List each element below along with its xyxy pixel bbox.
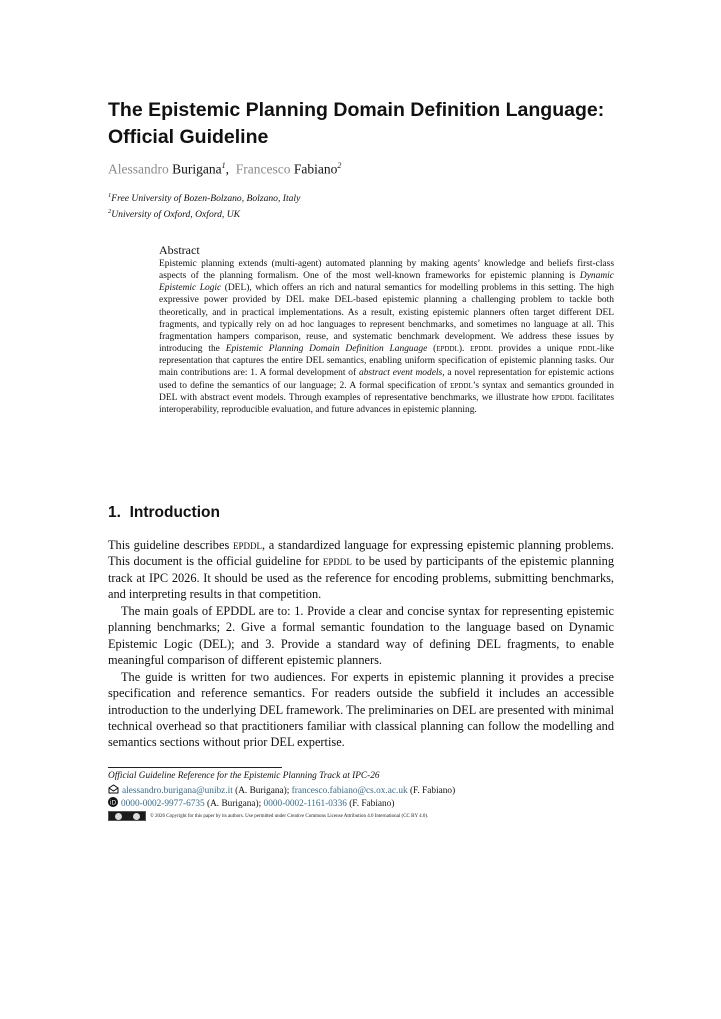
cc-by-license-badge [108,811,146,821]
section-title: Introduction [129,504,220,521]
author-1-first-name: Alessandro [108,161,169,177]
copyright-text: © 2026 Copyright for this paper by its authors. Use permitted under Creative Commons License Attribution 4.0 International (CC BY 4.0). [150,813,429,819]
affiliation-1-mark: 1 [108,192,112,199]
copyright-line [108,811,428,821]
orcid-icon [108,797,118,810]
title-line-1: The Epistemic Planning Domain Definition Language: [108,99,605,121]
envelope-icon [108,784,119,797]
intro-paragraph-1: This guideline describes epddl, a standardized language for expressing epistemic planning problems. This document is the official guideline for epddl to be used by participants of the epistemic planning track at IPC 2026. It should be used as the reference for encoding problems, submitting benchmarks, and interpreting results in that competition. [108,538,614,602]
author-1-last-name: Burigana [172,161,222,177]
abstract-heading: Abstract [159,243,200,257]
author-1-affil-mark: 1 [221,161,226,170]
affiliation-1 [108,192,300,204]
footnote-reference: Official Guideline Reference for the Epistemic Planning Track at IPC-26 [108,771,380,781]
author-2-affil-mark: 2 [337,161,342,170]
affiliation-2 [108,208,240,220]
affiliation-2-mark: 2 [108,208,112,215]
email-link-burigana[interactable]: alessandro.burigana@unibz.it [122,785,233,796]
email-link-fabiano[interactable]: francesco.fabiano@cs.ox.ac.uk [291,785,408,796]
abstract-body: Epistemic planning extends (multi-agent) automated planning by making agents’ knowledge and beliefs first-class aspects of the planning formalism. One of the most well-known frameworks for epistemic planning is Dynamic Epistemic Logic (DEL), which offers an rich and natural semantics for modelling problems in this setting. The high expressive power provided by DEL make DEL-based epistemic planning a challenging problem to tackle both theoretically, and in practical implementations. As a result, existing epistemic planners often target different DEL fragments, and typically rely on ad hoc languages to represent benchmarks, and sometimes no language at all. This fragmentation hampers comparison, reuse, and systematic benchmark development. We address these issues by introducing the Epistemic Planning Domain Definition Language (epddl). epddl provides a unique pddl-like representation that captures the entire DEL semantics, enabling uniform specification of epistemic planning tasks. Our main contributions are: 1. A formal development of abstract event models, a novel representation for epistemic actions used to define the semantics of our language; 2. A formal specification of epddl’s syntax and semantics grounded in DEL with abstract event models. Through examples of representative benchmarks, we illustrate how epddl facilitates interoperability, reproducible evaluation, and future advances in epistemic planning. [159,259,614,415]
footnote-orcids: iD 0000-0002-9977-6735 (A. Burigana); 0000-0002-1161-0336 (F. Fabiano) [109,798,395,809]
svg-text:iD: iD [109,799,117,807]
paper-title [108,97,638,151]
author-2-first-name: Francesco [235,161,291,177]
introduction-body [108,537,614,751]
intro-paragraph-2: The main goals of EPDDL are to: 1. Provide a clear and concise syntax for representing epistemic planning benchmarks; 2. Give a formal semantic foundation to the language based on Dynamic Epistemic Logic (DEL); and 3. Provide a standard way of defining DEL fragments, to enable meaningful comparison of different epistemic planners. [108,603,614,668]
intro-paragraph-3: The guide is written for two audiences. For experts in epistemic planning it provides a precise specification and reference semantics. For readers outside the subfield it includes an accessible introduction to the underlying DEL framework. The preliminaries on DEL are presented with minimal technical overhead so that practitioners familiar with classical planning can follow the modelling and semantics sections without prior DEL expertise. [108,669,614,750]
section-heading-introduction [108,504,220,522]
affiliation-1-text: Free University of Bozen-Bolzano, Bolzano, Italy [111,193,301,205]
affiliation-2-text: University of Oxford, Oxford, UK [111,209,241,221]
footnote-emails: alessandro.burigana@unibz.it (A. Burigana); francesco.fabiano@cs.ox.ac.uk (F. Fabiano) [108,784,455,797]
orcid-link-fabiano[interactable]: 0000-0002-1161-0336 [263,798,347,809]
footnote-rule [108,767,282,768]
title-line-2: Official Guideline [108,126,269,148]
orcid-link-burigana[interactable]: 0000-0002-9977-6735 [121,798,205,809]
author-2-last-name: Fabiano [293,161,338,177]
author-list: Alessandro Burigana$^1$, Francesco Fabiano$^2$ [108,161,342,177]
section-number: 1. [108,504,121,521]
